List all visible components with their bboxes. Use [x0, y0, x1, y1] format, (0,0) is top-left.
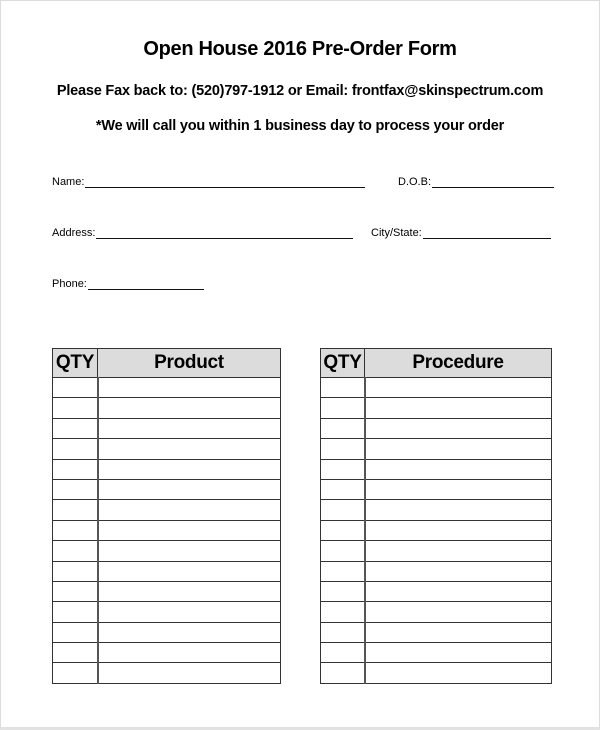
- procedure-qty-cell[interactable]: [321, 663, 365, 683]
- product-qty-cell[interactable]: [53, 581, 98, 601]
- product-table-body: [53, 378, 281, 684]
- callback-note: *We will call you within 1 business day to process your order: [95, 118, 505, 134]
- procedure-row: [321, 479, 552, 499]
- product-name-cell[interactable]: [98, 439, 281, 459]
- procedure-table: [320, 348, 552, 684]
- product-qty-cell[interactable]: [53, 398, 98, 418]
- procedure-qty-cell[interactable]: [321, 398, 365, 418]
- product-row: [53, 439, 281, 459]
- product-header: Product: [98, 349, 281, 378]
- product-qty-cell[interactable]: [53, 439, 98, 459]
- procedure-qty-cell[interactable]: [321, 581, 365, 601]
- product-qty-cell[interactable]: [53, 520, 98, 540]
- procedure-table-body: [321, 378, 552, 684]
- procedure-row: [321, 581, 552, 601]
- product-name-cell[interactable]: [98, 561, 281, 581]
- product-qty-cell[interactable]: [53, 602, 98, 622]
- procedure-row: [321, 541, 552, 561]
- procedure-name-cell[interactable]: [365, 418, 552, 438]
- product-qty-cell[interactable]: [53, 459, 98, 479]
- procedure-name-cell[interactable]: [365, 663, 552, 683]
- procedure-row: [321, 378, 552, 398]
- city-state-field[interactable]: [371, 227, 551, 239]
- procedure-qty-header: QTY: [321, 349, 365, 378]
- city-state-label: City/State:: [371, 227, 422, 239]
- name-field[interactable]: [52, 176, 365, 188]
- procedure-qty-cell[interactable]: [321, 459, 365, 479]
- procedure-row: [321, 459, 552, 479]
- procedure-row: [321, 418, 552, 438]
- product-name-cell[interactable]: [98, 479, 281, 499]
- dob-label: D.O.B:: [398, 176, 432, 188]
- product-row: [53, 520, 281, 540]
- procedure-name-cell[interactable]: [365, 541, 552, 561]
- product-qty-cell[interactable]: [53, 643, 98, 663]
- procedure-name-cell[interactable]: [365, 500, 552, 520]
- procedure-qty-cell[interactable]: [321, 602, 365, 622]
- dob-field[interactable]: [398, 176, 554, 188]
- address-field[interactable]: [52, 227, 353, 239]
- procedure-row: [321, 602, 552, 622]
- product-name-cell[interactable]: [98, 602, 281, 622]
- procedure-row: [321, 643, 552, 663]
- product-row: [53, 479, 281, 499]
- product-name-cell[interactable]: [98, 418, 281, 438]
- address-label: Address:: [52, 227, 96, 239]
- fax-contact-line: Please Fax back to: (520)797-1912 or Email: frontfax@skinspectrum.com: [56, 83, 544, 99]
- product-name-cell[interactable]: [98, 520, 281, 540]
- product-name-cell[interactable]: [98, 622, 281, 642]
- procedure-qty-cell[interactable]: [321, 561, 365, 581]
- product-qty-cell[interactable]: [53, 479, 98, 499]
- procedure-name-cell[interactable]: [365, 561, 552, 581]
- procedure-name-cell[interactable]: [365, 622, 552, 642]
- product-row: [53, 602, 281, 622]
- procedure-qty-cell[interactable]: [321, 500, 365, 520]
- product-qty-cell[interactable]: [53, 541, 98, 561]
- city-state-input-line[interactable]: [423, 228, 551, 239]
- product-row: [53, 500, 281, 520]
- name-label: Name:: [52, 176, 85, 188]
- procedure-header: Procedure: [365, 349, 552, 378]
- phone-field[interactable]: [52, 278, 204, 290]
- procedure-qty-cell[interactable]: [321, 418, 365, 438]
- procedure-name-cell[interactable]: [365, 643, 552, 663]
- form-title: Open House 2016 Pre-Order Form: [143, 38, 457, 60]
- procedure-row: [321, 622, 552, 642]
- product-row: [53, 398, 281, 418]
- procedure-row: [321, 520, 552, 540]
- product-row: [53, 643, 281, 663]
- product-row: [53, 541, 281, 561]
- procedure-name-cell[interactable]: [365, 398, 552, 418]
- procedure-qty-cell[interactable]: [321, 439, 365, 459]
- product-name-cell[interactable]: [98, 398, 281, 418]
- procedure-qty-cell[interactable]: [321, 643, 365, 663]
- procedure-row: [321, 439, 552, 459]
- product-name-cell[interactable]: [98, 378, 281, 398]
- product-qty-cell[interactable]: [53, 622, 98, 642]
- procedure-qty-cell[interactable]: [321, 541, 365, 561]
- product-name-cell[interactable]: [98, 581, 281, 601]
- procedure-name-cell[interactable]: [365, 439, 552, 459]
- procedure-row: [321, 500, 552, 520]
- product-row: [53, 418, 281, 438]
- procedure-qty-cell[interactable]: [321, 378, 365, 398]
- product-qty-cell[interactable]: [53, 561, 98, 581]
- product-row: [53, 663, 281, 683]
- procedure-name-cell[interactable]: [365, 378, 552, 398]
- product-row: [53, 581, 281, 601]
- product-qty-cell[interactable]: [53, 378, 98, 398]
- product-row: [53, 561, 281, 581]
- product-row: [53, 622, 281, 642]
- address-input-line[interactable]: [96, 228, 353, 239]
- product-name-cell[interactable]: [98, 643, 281, 663]
- name-input-line[interactable]: [85, 177, 365, 188]
- product-table: [52, 348, 281, 684]
- procedure-name-cell[interactable]: [365, 459, 552, 479]
- product-name-cell[interactable]: [98, 663, 281, 683]
- procedure-qty-cell[interactable]: [321, 479, 365, 499]
- procedure-name-cell[interactable]: [365, 581, 552, 601]
- product-qty-cell[interactable]: [53, 500, 98, 520]
- phone-label: Phone:: [52, 278, 87, 290]
- product-row: [53, 378, 281, 398]
- dob-input-line[interactable]: [432, 177, 554, 188]
- product-qty-cell[interactable]: [53, 663, 98, 683]
- product-row: [53, 459, 281, 479]
- procedure-name-cell[interactable]: [365, 520, 552, 540]
- product-name-cell[interactable]: [98, 541, 281, 561]
- procedure-qty-cell[interactable]: [321, 520, 365, 540]
- procedure-row: [321, 561, 552, 581]
- procedure-row: [321, 398, 552, 418]
- product-qty-cell[interactable]: [53, 418, 98, 438]
- product-qty-header: QTY: [53, 349, 98, 378]
- procedure-name-cell[interactable]: [365, 602, 552, 622]
- procedure-qty-cell[interactable]: [321, 622, 365, 642]
- procedure-row: [321, 663, 552, 683]
- product-name-cell[interactable]: [98, 459, 281, 479]
- phone-input-line[interactable]: [88, 279, 204, 290]
- product-name-cell[interactable]: [98, 500, 281, 520]
- procedure-name-cell[interactable]: [365, 479, 552, 499]
